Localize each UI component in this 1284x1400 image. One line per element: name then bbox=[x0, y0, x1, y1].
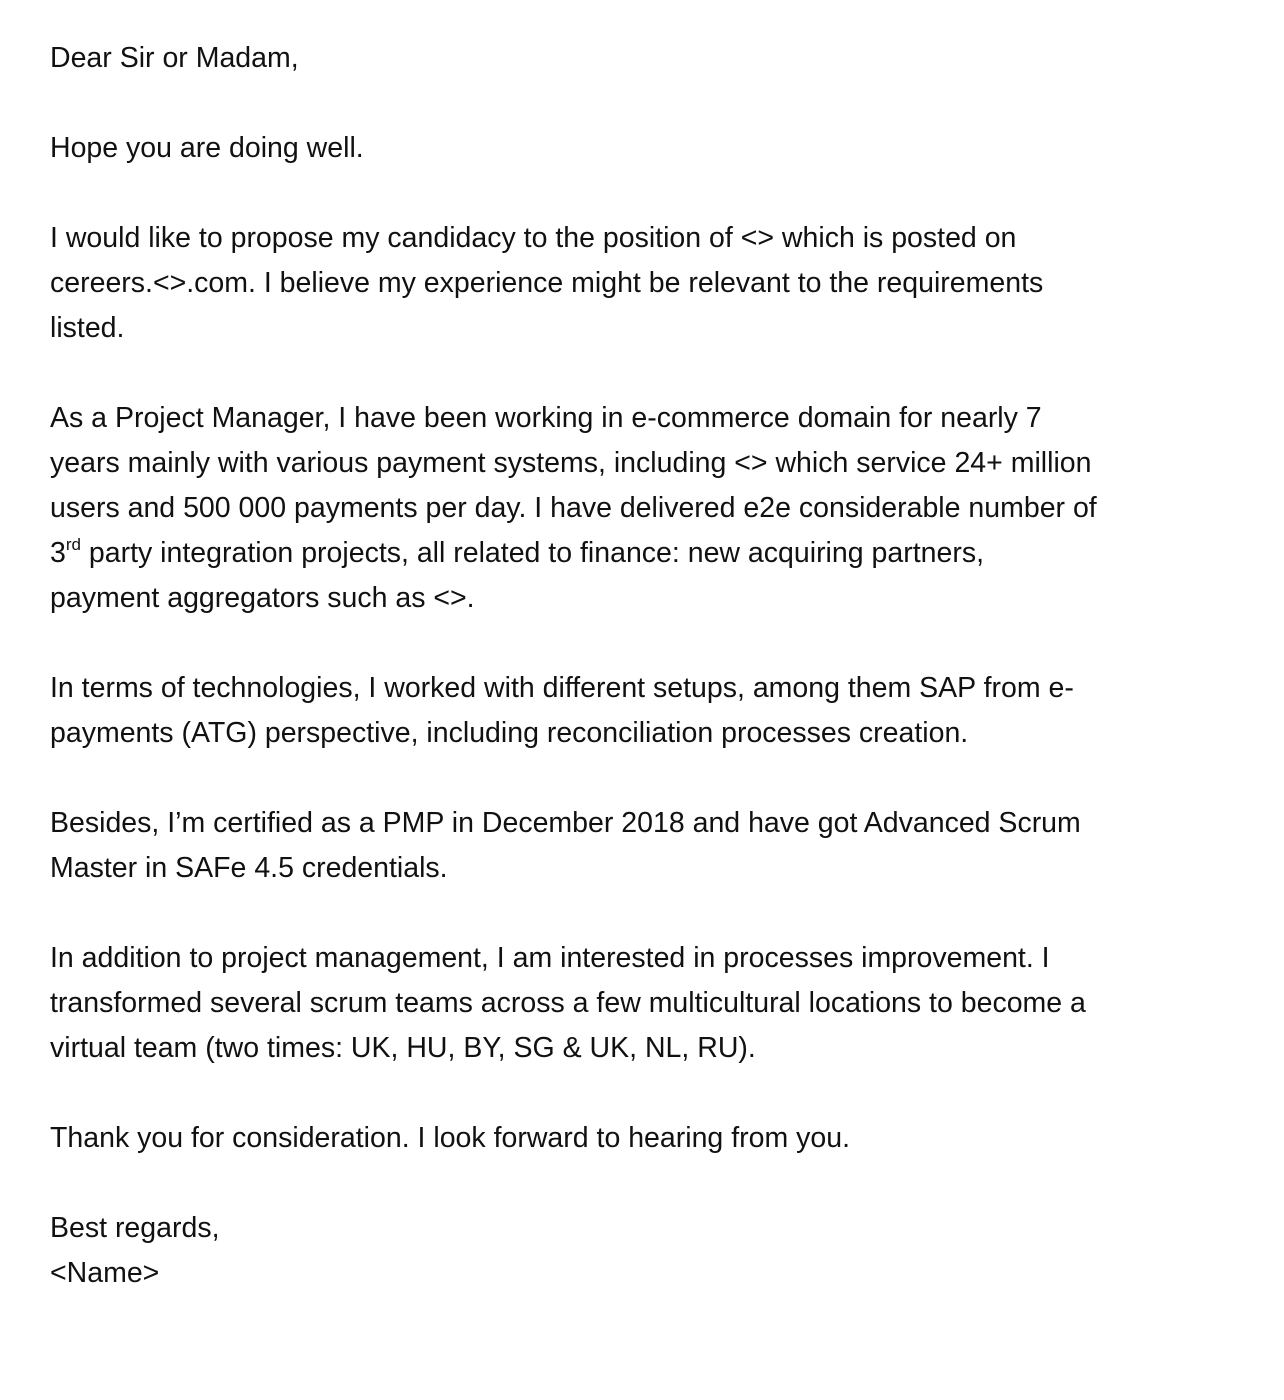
ordinal-number: 3 bbox=[50, 537, 66, 569]
paragraph-technologies bbox=[50, 666, 1250, 756]
ordinal-suffix: rd bbox=[65, 534, 81, 554]
paragraph-improvement bbox=[50, 936, 1250, 1071]
letter-document bbox=[50, 36, 1250, 1296]
paragraph-line: virtual team (two times: UK, HU, BY, SG & UK, NL, RU). bbox=[50, 1032, 756, 1064]
signoff: Best regards, bbox=[50, 1212, 220, 1244]
closing-paragraph bbox=[50, 1116, 1250, 1161]
paragraph-line: users and 500 000 payments per day. I have delivered e2e considerable number of bbox=[50, 492, 1097, 524]
paragraph-certifications bbox=[50, 801, 1250, 891]
greeting bbox=[50, 126, 1250, 171]
signature-block bbox=[50, 1206, 1250, 1296]
greeting-text: Hope you are doing well. bbox=[50, 132, 364, 164]
paragraph-line: I would like to propose my candidacy to the position of <> which is posted on bbox=[50, 222, 1017, 254]
paragraph-line: In terms of technologies, I worked with different setups, among them SAP from e- bbox=[50, 672, 1074, 704]
closing-text: Thank you for consideration. I look forward to hearing from you. bbox=[50, 1122, 850, 1154]
paragraph-line: listed. bbox=[50, 312, 125, 344]
salutation-text: Dear Sir or Madam, bbox=[50, 42, 299, 74]
paragraph-line: As a Project Manager, I have been working in e-commerce domain for nearly 7 bbox=[50, 402, 1042, 434]
paragraph-line: Master in SAFe 4.5 credentials. bbox=[50, 852, 448, 884]
paragraph-candidacy bbox=[50, 216, 1250, 351]
paragraph-line: payments (ATG) perspective, including reconciliation processes creation. bbox=[50, 717, 969, 749]
paragraph-line: cereers.<>.com. I believe my experience might be relevant to the requirements bbox=[50, 267, 1044, 299]
paragraph-line: Besides, I’m certified as a PMP in December 2018 and have got Advanced Scrum bbox=[50, 807, 1081, 839]
paragraph-line: years mainly with various payment systems, including <> which service 24+ million bbox=[50, 447, 1092, 479]
paragraph-line: In addition to project management, I am interested in processes improvement. I bbox=[50, 942, 1050, 974]
paragraph-line bbox=[50, 531, 1250, 576]
paragraph-line: transformed several scrum teams across a few multicultural locations to become a bbox=[50, 987, 1086, 1019]
paragraph-line: payment aggregators such as <>. bbox=[50, 582, 475, 614]
paragraph-experience bbox=[50, 396, 1250, 621]
line-rest: party integration projects, all related to finance: new acquiring partners, bbox=[80, 537, 984, 569]
signer-name: <Name> bbox=[50, 1257, 160, 1289]
salutation bbox=[50, 36, 1250, 81]
